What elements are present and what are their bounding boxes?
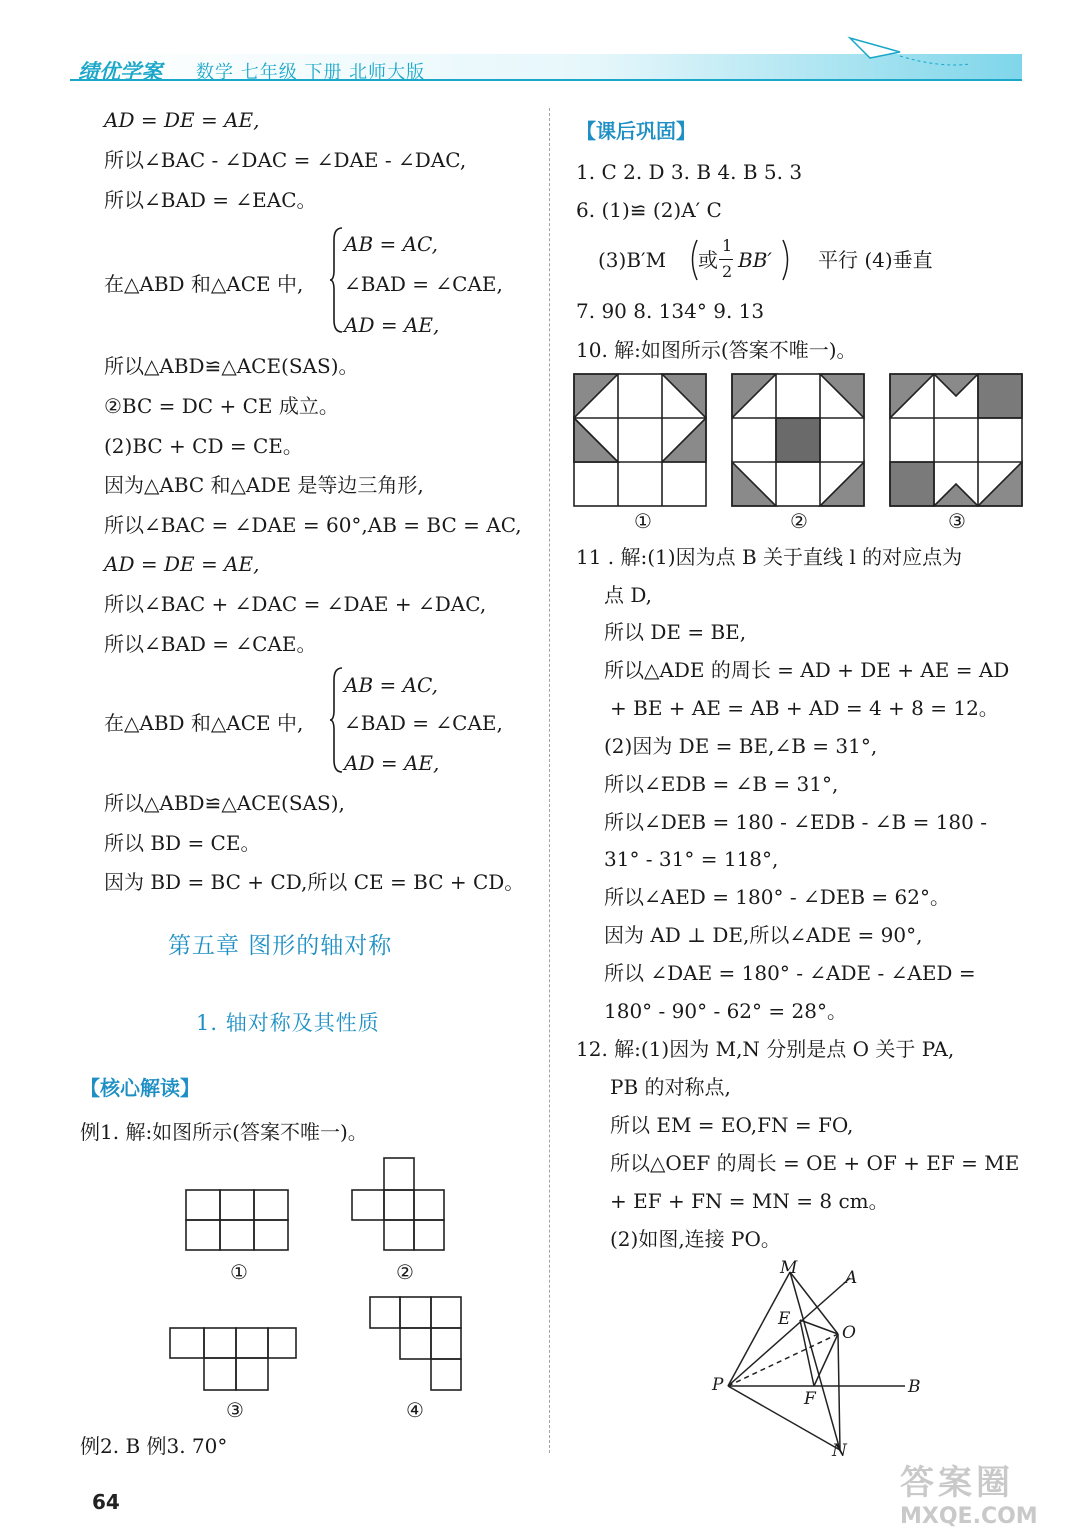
answer-6b-post: 平行 (4)垂直 bbox=[818, 248, 933, 272]
point-label: F bbox=[804, 1389, 816, 1409]
left-line: 所以∠BAC + ∠DAC = ∠DAE + ∠DAC, bbox=[104, 592, 487, 616]
fraction-denominator: 2 bbox=[722, 262, 733, 281]
system-line: AD = AE, bbox=[344, 313, 440, 337]
point-label: M bbox=[780, 1258, 798, 1278]
after-class-tag: 【课后巩固】 bbox=[576, 119, 696, 143]
column-divider bbox=[549, 108, 550, 1453]
watermark-top: 答案圈 bbox=[900, 1463, 1014, 1503]
section-title: 1. 轴对称及其性质 bbox=[196, 1011, 380, 1035]
left-line: 因为△ABC 和△ADE 是等边三角形, bbox=[104, 473, 424, 497]
point-label: A bbox=[845, 1268, 858, 1288]
answers-1-5: 1. C 2. D 3. B 4. B 5. 3 bbox=[576, 160, 803, 184]
figure-label: ① bbox=[230, 1260, 248, 1284]
system-prefix: 在△ABD 和△ACE 中, bbox=[104, 711, 304, 735]
answer-11-line: 因为 AD ⊥ DE,所以∠ADE = 90°, bbox=[604, 923, 923, 947]
answer-12-line: 所以△OEF 的周长 = OE + OF + EF = ME bbox=[610, 1151, 1020, 1175]
system-line: ∠BAD = ∠CAE, bbox=[344, 711, 503, 735]
fraction-numerator: 1 bbox=[722, 236, 733, 255]
point-label: O bbox=[842, 1323, 856, 1343]
answer-11-line: 所以△ADE 的周长 = AD + DE + AE = AD bbox=[604, 658, 1010, 682]
answer-11-line: 31° - 31° = 118°, bbox=[604, 847, 779, 871]
answer-12-line: PB 的对称点, bbox=[610, 1075, 731, 1099]
core-reading-tag: 【核心解读】 bbox=[80, 1076, 200, 1100]
answer-11-line: 所以∠EDB = ∠B = 31°, bbox=[604, 772, 839, 796]
left-line: 所以∠BAC = ∠DAE = 60°,AB = BC = AC, bbox=[104, 513, 522, 537]
left-line: (2)BC + CD = CE。 bbox=[104, 434, 303, 458]
point-label: B bbox=[908, 1377, 921, 1397]
chapter-title: 第五章 图形的轴对称 bbox=[168, 933, 393, 959]
header-brand: 绩优学案 bbox=[78, 60, 162, 84]
answer-12-line: (2)如图,连接 PO。 bbox=[610, 1227, 781, 1251]
brace-icon bbox=[330, 666, 344, 774]
left-line: AD = DE = AE, bbox=[104, 552, 260, 576]
answer-11-line: 所以∠AED = 180° - ∠DEB = 62°。 bbox=[604, 885, 950, 909]
answer-12-line: + EF + FN = MN = 8 cm。 bbox=[610, 1189, 889, 1213]
answer-11-line: 所以 ∠DAE = 180° - ∠ADE - ∠AED = bbox=[604, 961, 976, 985]
system-prefix: 在△ABD 和△ACE 中, bbox=[104, 272, 304, 296]
answer-12-line: 所以 EM = EO,FN = FO, bbox=[610, 1113, 854, 1137]
geometry-figure bbox=[700, 1258, 930, 1463]
answer-11-line: 所以∠DEB = 180 - ∠EDB - ∠B = 180 - bbox=[604, 810, 987, 834]
answer-11-line: 11 . 解:(1)因为点 B 关于直线 l 的对应点为 bbox=[576, 545, 963, 569]
system-line: AB = AC, bbox=[344, 232, 439, 256]
left-line: 所以∠BAD = ∠CAE。 bbox=[104, 632, 317, 656]
point-label: N bbox=[832, 1441, 847, 1461]
system-line: AD = AE, bbox=[344, 751, 440, 775]
answer-11-line: (2)因为 DE = BE,∠B = 31°, bbox=[604, 734, 878, 758]
brace-icon bbox=[330, 226, 344, 334]
header-subtitle: 数学 七年级 下册 北师大版 bbox=[196, 62, 426, 83]
left-line: 所以△ABD≌△ACE(SAS), bbox=[104, 791, 345, 815]
system-line: ∠BAD = ∠CAE, bbox=[344, 272, 503, 296]
symmetry-grids bbox=[574, 374, 1028, 508]
answer-6b-pre: (3)B′M bbox=[598, 248, 667, 272]
grid-label: ① bbox=[634, 509, 652, 533]
examples-2-3: 例2. B 例3. 70° bbox=[80, 1434, 228, 1458]
unfolding-figures bbox=[184, 1156, 484, 1426]
grid-label: ③ bbox=[948, 509, 966, 533]
watermark-bottom: MXQE.COM bbox=[900, 1504, 1038, 1529]
answer-6a: 6. (1)≌ (2)A′ C bbox=[576, 198, 722, 222]
paren-right-icon bbox=[780, 238, 794, 282]
left-line: 因为 BD = BC + CD,所以 CE = BC + CD。 bbox=[104, 870, 525, 894]
figure-label: ② bbox=[396, 1260, 414, 1284]
fraction-bar bbox=[719, 259, 733, 260]
answer-11-line: 所以 DE = BE, bbox=[604, 620, 747, 644]
grid-label: ② bbox=[790, 509, 808, 533]
figure-label: ③ bbox=[226, 1398, 244, 1422]
point-label: P bbox=[712, 1375, 724, 1395]
answer-6b-or: 或 bbox=[698, 248, 718, 272]
answers-7-9: 7. 90 8. 134° 9. 13 bbox=[576, 299, 765, 323]
left-line: 所以∠BAC - ∠DAC = ∠DAE - ∠DAC, bbox=[104, 148, 467, 172]
figure-label: ④ bbox=[406, 1398, 424, 1422]
watermark bbox=[900, 1455, 1038, 1529]
example-1: 例1. 解:如图所示(答案不唯一)。 bbox=[80, 1120, 368, 1144]
answer-11-line: 点 D, bbox=[604, 583, 653, 607]
point-label: E bbox=[778, 1309, 791, 1329]
page-number: 64 bbox=[92, 1490, 120, 1514]
left-line: 所以 BD = CE。 bbox=[104, 831, 261, 855]
answer-11-line: + BE + AE = AB + AD = 4 + 8 = 12。 bbox=[610, 696, 999, 720]
left-line: ②BC = DC + CE 成立。 bbox=[104, 394, 339, 418]
left-line: 所以△ABD≌△ACE(SAS)。 bbox=[104, 354, 359, 378]
left-line: AD = DE = AE, bbox=[104, 108, 260, 132]
answer-6b-bb: BB′ bbox=[738, 248, 772, 272]
answer-10: 10. 解:如图所示(答案不唯一)。 bbox=[576, 338, 857, 362]
answer-11-line: 180° - 90° - 62° = 28°。 bbox=[604, 999, 847, 1023]
left-line: 所以∠BAD = ∠EAC。 bbox=[104, 188, 317, 212]
system-line: AB = AC, bbox=[344, 673, 439, 697]
answer-12-line: 12. 解:(1)因为 M,N 分别是点 O 关于 PA, bbox=[576, 1037, 955, 1061]
